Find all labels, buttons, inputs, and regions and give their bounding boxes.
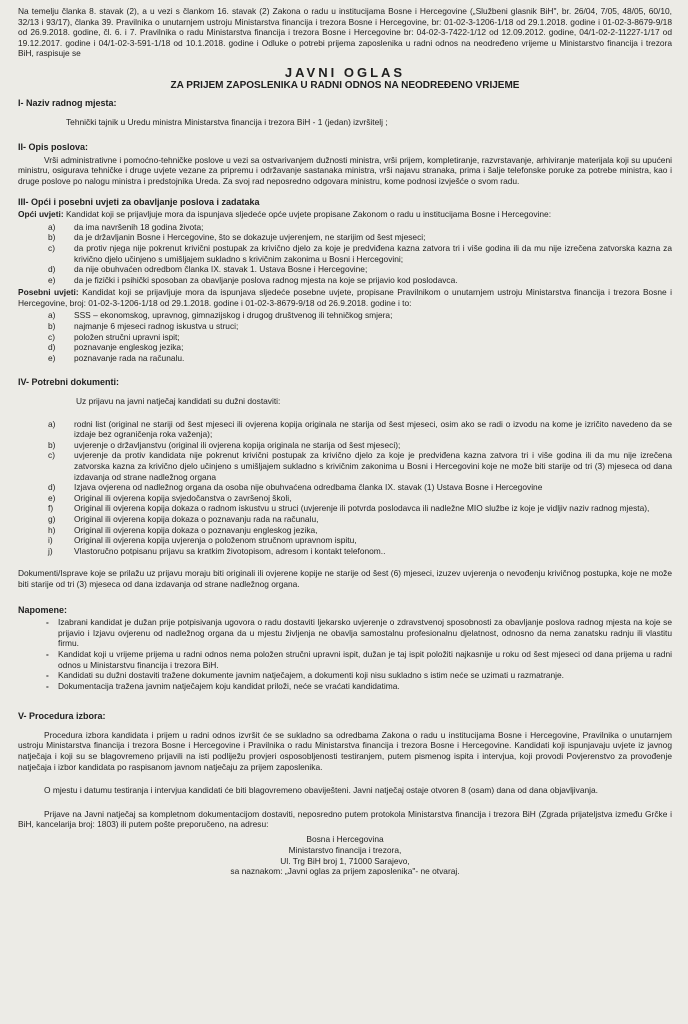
- list-item: f) Original ili ovjerena kopija dokaza o radnom iskustvu u struci (uvjerenje ili potvrda poslodavca ili nadležne MIO službe iz koje je vidljiv naziv radnog mjesta),: [48, 503, 650, 514]
- general-conditions-text: Kandidat koji se prijavljuje mora da ispunjava sljedeće opće uvjete propisane Zakonom o radu u institucijama Bosne i Hercegovine:: [65, 209, 552, 220]
- list-item: - Kandidat koji u vrijeme prijema u radni odnos nema položen stručni upravni ispit, dužan je taj ispit položiti najkasnije u roku od šest mjeseci od dana prijema u radni odnos u Ministarstvu financija i trezora BiH.: [46, 648, 672, 670]
- notes-heading: Napomene:: [18, 604, 68, 615]
- documents-closing-note: Dokumenti/Isprave koje se prilažu uz prijavu moraju biti originali ili ovjerene kopije ne starije od šest (6) mjeseci, izuzev uvjerenja o nevođenju krivičnog postupka, koje ne može biti starije od tri (3) mjeseca od dana izdavanja od strane nadležnog organa.: [18, 568, 672, 589]
- section-3-heading: III- Opći i posebni uvjeti za obavljanje poslova i zadataka: [18, 196, 260, 207]
- list-item: a) da ima navršenih 18 godina života;: [48, 221, 204, 232]
- testing-notice-text: O mjestu i datumu testiranja i intervjua kandidati će biti blagovremeno obaviješteni. Javni natječaj ostaje otvoren 8 (osam) dana od dana objavljivanja.: [44, 785, 598, 796]
- job-description: Vrši administrativne i pomoćno-tehničke poslove u vezi sa ostvarivanjem dužnosti ministra, vrši prijem, kompletiranje, razvrstavanje, arhiviranje materijala koji su upućeni ministru, osigurava tehničke i druge uvjete vezane za pripremu i održavanje sastanaka ministra, vrši najavu stranaka, prima i šalje telefonske poruke za potrebe ministra, kao i druge poslove po nalogu ministra i predstojnika Ureda. Za svoj rad neposredno odgovara ministru, kome podnosi izvješće o svom radu.: [18, 154, 672, 186]
- list-item: b) najmanje 6 mjeseci radnog iskustva u struci;: [48, 321, 239, 332]
- documents-lead: Uz prijavu na javni natječaj kandidati su dužni dostaviti:: [76, 396, 281, 407]
- address-line: Ministarstvo financija i trezora,: [288, 844, 402, 855]
- section-4-heading: IV- Potrebni dokumenti:: [18, 377, 120, 388]
- special-conditions-label: Posebni uvjeti:: [18, 287, 79, 298]
- list-item: g) Original ili ovjerena kopija dokaza o poznavanju rada na računalu,: [48, 513, 319, 524]
- submission-instructions-text: Prijave na Javni natječaj sa kompletnom dokumentacijom dostaviti, neposredno putem protokola Ministarstva financija i trezora BiH (Zgrada prijateljstva između Grčke i BiH, kancelarija broj: 1803) ili putem pošte preporučeno, na adresu:: [18, 808, 672, 830]
- address-line: Ul. Trg BiH broj 1, 71000 Sarajevo,: [280, 855, 410, 866]
- list-item: d) da nije obuhvaćen odredbom članka IX. stavak 1. Ustava Bosne i Hercegovine;: [48, 264, 368, 275]
- list-item: j) Vlastoručno potpisanu prijavu sa kratkim životopisom, adresom i kontakt telefonom..: [48, 545, 386, 556]
- position-title: Tehnički tajnik u Uredu ministra Ministarstva financija i trezora BiH - 1 (jedan) izvršitelj ;: [66, 116, 388, 127]
- address-line: sa naznakom: „Javni oglas za prijem zaposlenika"- ne otvaraj.: [230, 866, 460, 877]
- selection-procedure-text: Procedura izbora kandidata i prijem u radni odnos izvršit će se sukladno sa odredbama Zakona o radu u institucijama Bosne i Hercegovine, Pravilnika o unutarnjem ustroju Ministarstva financija i trezora Bosne i Hercegovine i Pravilnika o radu Ministarstva financija i trezora Bosne i Hercegovine. Kandidati koji ispunjavaju uvjete iz javnog natječaja i koji su se blagovremeno prijavili na isti podliježu provjeri osposobljenosti testiranjem, putem pismenog ispita i intervjua, koji provodi Povjerenstvo za provođenje natječaja i izbor kandidata po raspisanom javnom natječaju za prijem zaposlenika.: [18, 729, 672, 772]
- list-item: - Izabrani kandidat je dužan prije potpisivanja ugovora o radu dostaviti ljekarsko uvjerenje o zdravstvenoj sposobnosti za obavljanje poslova radnog mjesta na koje se prijavio i Izjavu ovjerenu od nadležnog organa da u mjestu življenja ne obavlja samostalnu profesionalnu djelatnost, odnosno da nema zanatsku radnju ili vlastitu firmu.: [46, 617, 672, 649]
- section-2-heading: II- Opis poslova:: [18, 142, 89, 153]
- mailing-address: [18, 834, 672, 877]
- list-item: e) Original ili ovjerena kopija svjedočanstva o završenoj školi,: [48, 492, 292, 503]
- page-subtitle: ZA PRIJEM ZAPOSLENIKA U RADNI ODNOS NA NEODREĐENO VRIJEME: [170, 79, 520, 91]
- special-conditions-lead: [18, 287, 672, 308]
- list-item: h) Original ili ovjerena kopija dokaza o poznavanju engleskog jezika,: [48, 524, 318, 535]
- documents-list: [18, 419, 672, 557]
- special-conditions-list: [18, 310, 672, 363]
- section-1-heading: I- Naziv radnog mjesta:: [18, 97, 117, 108]
- list-item: b) da je državljanin Bosne i Hercegovine, što se dokazuje uvjerenjem, ne starijim od šest mjeseci;: [48, 232, 426, 243]
- notes-list: [18, 617, 672, 691]
- list-item: - Dokumentacija tražena javnim natječajem koju kandidat priloži, neće se vraćati kandidatima.: [46, 680, 400, 691]
- list-item: a) rodni list (original ne stariji od šest mjeseci ili ovjerena kopija originala ne starija od šest mjeseci, osim ako se radi o izvodu na kome je izričito navedeno da se izdaje bez ograničenja roka važenja);: [48, 418, 672, 440]
- list-item: c) položen stručni upravni ispit;: [48, 331, 180, 342]
- list-item: b) uvjerenje o državljanstvu (original ili ovjerena kopija originala ne starija od šest mjeseci);: [48, 439, 401, 450]
- list-item: d) Izjava ovjerena od nadležnog organa da osoba nije obuhvaćena odredbama članka IX. stavak (1) Ustava Bosne i Hercegovine: [48, 482, 543, 493]
- list-item: - Kandidati su dužni dostaviti tražene dokumente javnim natječajem, a dokumenti koji nisu sukladno s istim neće se uzimati u razmatranje.: [46, 670, 565, 681]
- list-item: c) da protiv njega nije pokrenut krivični postupak za krivično djelo za koje je predviđena kazna zatvora tri i više godina ili da mu nije izrečena zatvorska kazna za krivično djelo učinjeno s umišljajem sukladno s krivičnim zakonima u Bosni i Hercegovini;: [48, 242, 672, 264]
- list-item: i) Original ili ovjerena kopija uvjerenja o položenom stručnom upravnom ispitu,: [48, 535, 357, 546]
- list-item: e) da je fizički i psihički sposoban za obavljanje poslova radnog mjesta na koje se prijavio kod poslodavca.: [48, 274, 458, 285]
- address-line: Bosna i Hercegovina: [306, 834, 384, 845]
- general-conditions-label: Opći uvjeti:: [18, 209, 64, 220]
- special-conditions-text: Kandidat koji se prijavljuje mora da ispunjava sljedeće posebne uvjete, propisane Pravilnikom o unutarnjem ustroju Ministarstva financija i trezora Bosne i Hercegovine, broj: 01-02-3-1206-1/18 od 29.1.2018. godine i 01-02-3-8679-9/18 od 26.9.2018. godine i to:: [18, 287, 672, 308]
- general-conditions-lead: [18, 209, 672, 220]
- section-5-heading: V- Procedura izbora:: [18, 711, 106, 722]
- list-item: c) uvjerenje da protiv kandidata nije pokrenut krivični postupak za krivično djelo za koje je predviđena kazna zatvora tri i više godina ili da mu nije izrečena zatvorska kazna za krivično djelo učinjeno s umišljajem sukladno s krivičnim zakonima u Bosni i Hercegovini koje ne može biti starije od tri (3) mjeseca od dana izdavanja od strane nadležnog organa: [48, 450, 672, 482]
- list-item: a) SSS – ekonomskog, upravnog, gimnazijskog i drugog društvenog ili tehničkog smjera;: [48, 310, 393, 321]
- list-item: e) poznavanje rada na računalu.: [48, 352, 185, 363]
- list-item: d) poznavanje engleskog jezika;: [48, 342, 184, 353]
- legal-basis-intro: Na temelju članka 8. stavak (2), a u vezi s člankom 16. stavak (2) Zakona o radu u institucijama Bosne i Hercegovine („Službeni glasnik BiH", br. 26/04, 7/05, 48/05, 60/10, 32/13 i 93/17), članka 39. Pravilnika o unutarnjem ustroju Ministarstva financija i trezora Bosne i Hercegovine, br: 01-02-3-1206-1/18 od 29.1.2018. godine i 01-02-3-8679-9/18 od 26.9.2018. godine, čl. 6. i 7. Pravilnika o radu Ministarstva financija i trezora Bosne i Hercegovine br: 04-02-3-7422-1/12 od 12.09.2012. godine, 04/1-02-2-11227-1/17 od 19.12.2017. godine i 04/1-02-3-591-1/18 od 10.1.2018. godine i Odluke o potrebi prijema zaposlenika u radni odnos na neodređeno vrijeme u Ministarstvo financija i trezora BiH, raspisuje se: [18, 6, 672, 59]
- page-title: JAVNI OGLAS: [284, 64, 406, 80]
- general-conditions-list: [18, 222, 672, 286]
